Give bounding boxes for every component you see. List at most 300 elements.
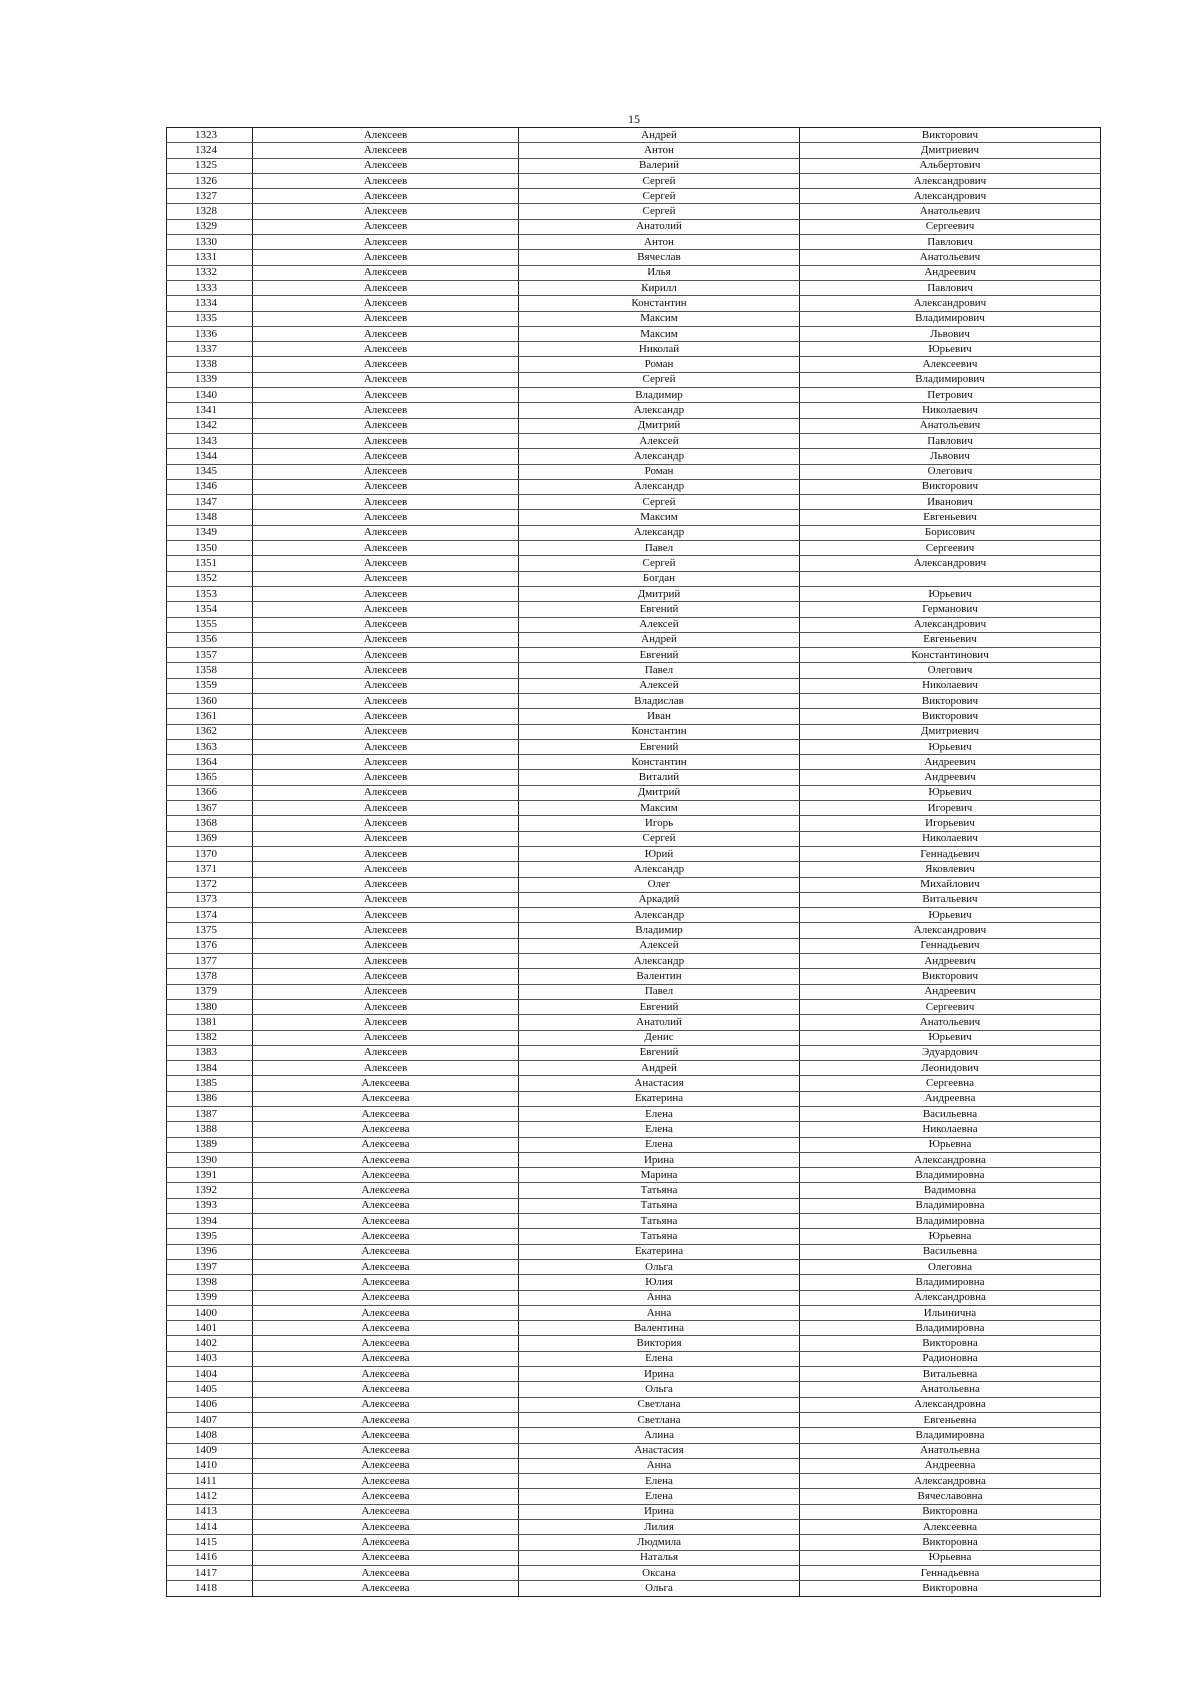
last-name-cell: Алексеева [253, 1198, 519, 1213]
table-row [167, 709, 1101, 724]
last-name-cell: Алексеев [253, 816, 519, 831]
table-row [167, 204, 1101, 219]
first-name-cell: Евгений [519, 739, 800, 754]
table-row [167, 632, 1101, 647]
patronymic-cell: Юрьевич [800, 342, 1101, 357]
table-row [167, 525, 1101, 540]
row-number-cell: 1414 [167, 1520, 253, 1535]
row-number-cell: 1380 [167, 999, 253, 1014]
last-name-cell: Алексеев [253, 602, 519, 617]
row-number-cell: 1343 [167, 433, 253, 448]
first-name-cell: Елена [519, 1107, 800, 1122]
patronymic-cell: Викторович [800, 693, 1101, 708]
table-row [167, 1229, 1101, 1244]
row-number-cell: 1405 [167, 1382, 253, 1397]
patronymic-cell: Сергеевна [800, 1076, 1101, 1091]
table-row [167, 1305, 1101, 1320]
patronymic-cell: Андреевич [800, 265, 1101, 280]
patronymic-cell: Леонидович [800, 1061, 1101, 1076]
table-row [167, 418, 1101, 433]
row-number-cell: 1384 [167, 1061, 253, 1076]
row-number-cell: 1337 [167, 342, 253, 357]
patronymic-cell: Сергеевич [800, 541, 1101, 556]
table-row [167, 1061, 1101, 1076]
last-name-cell: Алексеев [253, 801, 519, 816]
table-row [167, 785, 1101, 800]
row-number-cell: 1361 [167, 709, 253, 724]
last-name-cell: Алексеев [253, 1015, 519, 1030]
first-name-cell: Алексей [519, 617, 800, 632]
last-name-cell: Алексеев [253, 892, 519, 907]
last-name-cell: Алексеев [253, 739, 519, 754]
row-number-cell: 1387 [167, 1107, 253, 1122]
patronymic-cell: Дмитриевич [800, 724, 1101, 739]
last-name-cell: Алексеев [253, 1030, 519, 1045]
first-name-cell: Сергей [519, 556, 800, 571]
patronymic-cell: Яковлевич [800, 862, 1101, 877]
first-name-cell: Владимир [519, 923, 800, 938]
table-row [167, 862, 1101, 877]
patronymic-cell: Игорьевич [800, 816, 1101, 831]
last-name-cell: Алексеев [253, 648, 519, 663]
first-name-cell: Екатерина [519, 1091, 800, 1106]
patronymic-cell: Львович [800, 326, 1101, 341]
first-name-cell: Ирина [519, 1152, 800, 1167]
first-name-cell: Алина [519, 1428, 800, 1443]
last-name-cell: Алексеев [253, 128, 519, 143]
patronymic-cell: Александрович [800, 296, 1101, 311]
patronymic-cell: Юрьевич [800, 908, 1101, 923]
first-name-cell: Андрей [519, 1061, 800, 1076]
table-row [167, 693, 1101, 708]
table-row [167, 938, 1101, 953]
patronymic-cell: Владимирович [800, 372, 1101, 387]
row-number-cell: 1365 [167, 770, 253, 785]
table-row [167, 770, 1101, 785]
table-row [167, 1076, 1101, 1091]
first-name-cell: Иван [519, 709, 800, 724]
last-name-cell: Алексеев [253, 510, 519, 525]
last-name-cell: Алексеев [253, 204, 519, 219]
table-row [167, 1397, 1101, 1412]
table-row [167, 969, 1101, 984]
first-name-cell: Антон [519, 143, 800, 158]
table-row [167, 189, 1101, 204]
first-name-cell: Александр [519, 403, 800, 418]
row-number-cell: 1374 [167, 908, 253, 923]
first-name-cell: Максим [519, 510, 800, 525]
table-row [167, 1443, 1101, 1458]
table-row [167, 923, 1101, 938]
row-number-cell: 1371 [167, 862, 253, 877]
first-name-cell: Сергей [519, 495, 800, 510]
patronymic-cell: Викторовна [800, 1504, 1101, 1519]
patronymic-cell: Юрьевич [800, 1030, 1101, 1045]
last-name-cell: Алексеев [253, 342, 519, 357]
last-name-cell: Алексеев [253, 1061, 519, 1076]
row-number-cell: 1329 [167, 219, 253, 234]
first-name-cell: Дмитрий [519, 586, 800, 601]
first-name-cell: Марина [519, 1168, 800, 1183]
first-name-cell: Елена [519, 1351, 800, 1366]
patronymic-cell: Евгеньевич [800, 632, 1101, 647]
first-name-cell: Валентина [519, 1321, 800, 1336]
first-name-cell: Владимир [519, 388, 800, 403]
last-name-cell: Алексеева [253, 1321, 519, 1336]
row-number-cell: 1394 [167, 1214, 253, 1229]
row-number-cell: 1417 [167, 1565, 253, 1580]
last-name-cell: Алексеев [253, 403, 519, 418]
table-row [167, 954, 1101, 969]
patronymic-cell [800, 571, 1101, 586]
first-name-cell: Александр [519, 479, 800, 494]
table-row [167, 510, 1101, 525]
last-name-cell: Алексеева [253, 1122, 519, 1137]
row-number-cell: 1363 [167, 739, 253, 754]
last-name-cell: Алексеева [253, 1367, 519, 1382]
last-name-cell: Алексеев [253, 954, 519, 969]
last-name-cell: Алексеев [253, 770, 519, 785]
first-name-cell: Сергей [519, 831, 800, 846]
row-number-cell: 1388 [167, 1122, 253, 1137]
last-name-cell: Алексеев [253, 908, 519, 923]
first-name-cell: Алексей [519, 678, 800, 693]
table-row [167, 296, 1101, 311]
table-row [167, 433, 1101, 448]
patronymic-cell: Вадимовна [800, 1183, 1101, 1198]
last-name-cell: Алексеев [253, 418, 519, 433]
first-name-cell: Константин [519, 755, 800, 770]
last-name-cell: Алексеев [253, 449, 519, 464]
table-row [167, 1030, 1101, 1045]
first-name-cell: Анастасия [519, 1443, 800, 1458]
patronymic-cell: Александрович [800, 189, 1101, 204]
table-row [167, 1183, 1101, 1198]
table-row [167, 1214, 1101, 1229]
table-row [167, 1336, 1101, 1351]
first-name-cell: Людмила [519, 1535, 800, 1550]
patronymic-cell: Витальевна [800, 1367, 1101, 1382]
last-name-cell: Алексеева [253, 1382, 519, 1397]
last-name-cell: Алексеева [253, 1290, 519, 1305]
table-row [167, 755, 1101, 770]
row-number-cell: 1330 [167, 235, 253, 250]
table-row [167, 724, 1101, 739]
row-number-cell: 1359 [167, 678, 253, 693]
last-name-cell: Алексеева [253, 1137, 519, 1152]
row-number-cell: 1368 [167, 816, 253, 831]
row-number-cell: 1410 [167, 1458, 253, 1473]
patronymic-cell: Сергеевич [800, 999, 1101, 1014]
first-name-cell: Анатолий [519, 1015, 800, 1030]
first-name-cell: Ирина [519, 1504, 800, 1519]
table-row [167, 846, 1101, 861]
patronymic-cell: Вячеславовна [800, 1489, 1101, 1504]
last-name-cell: Алексеев [253, 1045, 519, 1060]
patronymic-cell: Александрович [800, 173, 1101, 188]
patronymic-cell: Александровна [800, 1474, 1101, 1489]
patronymic-cell: Викторович [800, 128, 1101, 143]
last-name-cell: Алексеева [253, 1183, 519, 1198]
row-number-cell: 1393 [167, 1198, 253, 1213]
table-row [167, 143, 1101, 158]
first-name-cell: Александр [519, 525, 800, 540]
row-number-cell: 1415 [167, 1535, 253, 1550]
table-row [167, 265, 1101, 280]
patronymic-cell: Ильинична [800, 1305, 1101, 1320]
row-number-cell: 1332 [167, 265, 253, 280]
last-name-cell: Алексеев [253, 724, 519, 739]
last-name-cell: Алексеев [253, 464, 519, 479]
row-number-cell: 1357 [167, 648, 253, 663]
first-name-cell: Богдан [519, 571, 800, 586]
table-row [167, 1122, 1101, 1137]
row-number-cell: 1360 [167, 693, 253, 708]
row-number-cell: 1370 [167, 846, 253, 861]
row-number-cell: 1369 [167, 831, 253, 846]
first-name-cell: Елена [519, 1137, 800, 1152]
first-name-cell: Анастасия [519, 1076, 800, 1091]
row-number-cell: 1326 [167, 173, 253, 188]
patronymic-cell: Николаевна [800, 1122, 1101, 1137]
last-name-cell: Алексеева [253, 1458, 519, 1473]
row-number-cell: 1349 [167, 525, 253, 540]
first-name-cell: Сергей [519, 173, 800, 188]
row-number-cell: 1335 [167, 311, 253, 326]
first-name-cell: Владислав [519, 693, 800, 708]
row-number-cell: 1325 [167, 158, 253, 173]
first-name-cell: Валерий [519, 158, 800, 173]
row-number-cell: 1406 [167, 1397, 253, 1412]
table-row [167, 1168, 1101, 1183]
patronymic-cell: Анатольевич [800, 418, 1101, 433]
row-number-cell: 1378 [167, 969, 253, 984]
row-number-cell: 1346 [167, 479, 253, 494]
first-name-cell: Елена [519, 1474, 800, 1489]
row-number-cell: 1350 [167, 541, 253, 556]
table-row [167, 1382, 1101, 1397]
table-row [167, 1504, 1101, 1519]
last-name-cell: Алексеева [253, 1443, 519, 1458]
last-name-cell: Алексеева [253, 1107, 519, 1122]
first-name-cell: Ирина [519, 1367, 800, 1382]
patronymic-cell: Геннадьевич [800, 938, 1101, 953]
patronymic-cell: Олегович [800, 464, 1101, 479]
last-name-cell: Алексеев [253, 877, 519, 892]
patronymic-cell: Юрьевна [800, 1550, 1101, 1565]
last-name-cell: Алексеев [253, 969, 519, 984]
row-number-cell: 1383 [167, 1045, 253, 1060]
last-name-cell: Алексеев [253, 556, 519, 571]
patronymic-cell: Андреевна [800, 1091, 1101, 1106]
patronymic-cell: Юрьевич [800, 739, 1101, 754]
row-number-cell: 1403 [167, 1351, 253, 1366]
patronymic-cell: Юрьевич [800, 586, 1101, 601]
row-number-cell: 1413 [167, 1504, 253, 1519]
patronymic-cell: Олегович [800, 663, 1101, 678]
last-name-cell: Алексеева [253, 1397, 519, 1412]
row-number-cell: 1389 [167, 1137, 253, 1152]
patronymic-cell: Александровна [800, 1152, 1101, 1167]
first-name-cell: Елена [519, 1122, 800, 1137]
first-name-cell: Татьяна [519, 1183, 800, 1198]
row-number-cell: 1354 [167, 602, 253, 617]
table-row [167, 128, 1101, 143]
first-name-cell: Анна [519, 1290, 800, 1305]
first-name-cell: Елена [519, 1489, 800, 1504]
first-name-cell: Сергей [519, 204, 800, 219]
patronymic-cell: Викторовна [800, 1581, 1101, 1596]
patronymic-cell: Юрьевна [800, 1137, 1101, 1152]
table-row [167, 495, 1101, 510]
patronymic-cell: Геннадьевна [800, 1565, 1101, 1580]
first-name-cell: Антон [519, 235, 800, 250]
table-row [167, 1275, 1101, 1290]
last-name-cell: Алексеева [253, 1428, 519, 1443]
first-name-cell: Татьяна [519, 1214, 800, 1229]
last-name-cell: Алексеев [253, 571, 519, 586]
patronymic-cell: Владимировна [800, 1321, 1101, 1336]
table-row [167, 342, 1101, 357]
patronymic-cell: Александрович [800, 923, 1101, 938]
row-number-cell: 1367 [167, 801, 253, 816]
last-name-cell: Алексеев [253, 999, 519, 1014]
last-name-cell: Алексеев [253, 709, 519, 724]
patronymic-cell: Викторовна [800, 1535, 1101, 1550]
row-number-cell: 1400 [167, 1305, 253, 1320]
table-row [167, 571, 1101, 586]
first-name-cell: Татьяна [519, 1198, 800, 1213]
first-name-cell: Валентин [519, 969, 800, 984]
first-name-cell: Сергей [519, 372, 800, 387]
last-name-cell: Алексеева [253, 1412, 519, 1427]
last-name-cell: Алексеев [253, 663, 519, 678]
table-row [167, 357, 1101, 372]
last-name-cell: Алексеева [253, 1305, 519, 1320]
row-number-cell: 1341 [167, 403, 253, 418]
last-name-cell: Алексеев [253, 938, 519, 953]
patronymic-cell: Германович [800, 602, 1101, 617]
table-row [167, 464, 1101, 479]
last-name-cell: Алексеева [253, 1076, 519, 1091]
first-name-cell: Максим [519, 326, 800, 341]
row-number-cell: 1409 [167, 1443, 253, 1458]
first-name-cell: Дмитрий [519, 418, 800, 433]
row-number-cell: 1381 [167, 1015, 253, 1030]
patronymic-cell: Евгеньевич [800, 510, 1101, 525]
table-row [167, 541, 1101, 556]
last-name-cell: Алексеев [253, 189, 519, 204]
row-number-cell: 1396 [167, 1244, 253, 1259]
first-name-cell: Анатолий [519, 219, 800, 234]
patronymic-cell: Анатольевич [800, 1015, 1101, 1030]
first-name-cell: Павел [519, 541, 800, 556]
row-number-cell: 1416 [167, 1550, 253, 1565]
patronymic-cell: Анатольевна [800, 1443, 1101, 1458]
first-name-cell: Юлия [519, 1275, 800, 1290]
row-number-cell: 1351 [167, 556, 253, 571]
patronymic-cell: Юрьевна [800, 1229, 1101, 1244]
first-name-cell: Дмитрий [519, 785, 800, 800]
patronymic-cell: Павлович [800, 280, 1101, 295]
last-name-cell: Алексеев [253, 357, 519, 372]
names-table-body [167, 128, 1101, 1597]
row-number-cell: 1391 [167, 1168, 253, 1183]
table-row [167, 219, 1101, 234]
table-row [167, 1581, 1101, 1596]
last-name-cell: Алексеева [253, 1168, 519, 1183]
first-name-cell: Лилия [519, 1520, 800, 1535]
patronymic-cell: Александровна [800, 1397, 1101, 1412]
last-name-cell: Алексеев [253, 785, 519, 800]
table-row [167, 984, 1101, 999]
row-number-cell: 1379 [167, 984, 253, 999]
first-name-cell: Ольга [519, 1581, 800, 1596]
table-row [167, 602, 1101, 617]
table-row [167, 1137, 1101, 1152]
last-name-cell: Алексеев [253, 280, 519, 295]
table-row [167, 648, 1101, 663]
patronymic-cell: Анатольевич [800, 204, 1101, 219]
row-number-cell: 1372 [167, 877, 253, 892]
first-name-cell: Олег [519, 877, 800, 892]
last-name-cell: Алексеева [253, 1259, 519, 1274]
first-name-cell: Алексей [519, 938, 800, 953]
patronymic-cell: Владимировна [800, 1428, 1101, 1443]
first-name-cell: Виктория [519, 1336, 800, 1351]
last-name-cell: Алексеев [253, 265, 519, 280]
last-name-cell: Алексеева [253, 1474, 519, 1489]
first-name-cell: Оксана [519, 1565, 800, 1580]
row-number-cell: 1355 [167, 617, 253, 632]
table-row [167, 556, 1101, 571]
table-row [167, 678, 1101, 693]
table-row [167, 326, 1101, 341]
row-number-cell: 1345 [167, 464, 253, 479]
table-row [167, 479, 1101, 494]
first-name-cell: Роман [519, 464, 800, 479]
row-number-cell: 1348 [167, 510, 253, 525]
patronymic-cell: Алексеевич [800, 357, 1101, 372]
table-row [167, 1428, 1101, 1443]
patronymic-cell: Анатольевна [800, 1382, 1101, 1397]
first-name-cell: Илья [519, 265, 800, 280]
last-name-cell: Алексеев [253, 173, 519, 188]
last-name-cell: Алексеев [253, 755, 519, 770]
last-name-cell: Алексеев [253, 541, 519, 556]
row-number-cell: 1390 [167, 1152, 253, 1167]
patronymic-cell: Андреевич [800, 770, 1101, 785]
first-name-cell: Светлана [519, 1412, 800, 1427]
patronymic-cell: Васильевна [800, 1107, 1101, 1122]
last-name-cell: Алексеев [253, 846, 519, 861]
last-name-cell: Алексеев [253, 388, 519, 403]
patronymic-cell: Иванович [800, 495, 1101, 510]
first-name-cell: Николай [519, 342, 800, 357]
first-name-cell: Александр [519, 954, 800, 969]
table-row [167, 1244, 1101, 1259]
row-number-cell: 1347 [167, 495, 253, 510]
first-name-cell: Анна [519, 1458, 800, 1473]
first-name-cell: Кирилл [519, 280, 800, 295]
patronymic-cell: Викторович [800, 969, 1101, 984]
table-row [167, 372, 1101, 387]
first-name-cell: Юрий [519, 846, 800, 861]
table-row [167, 816, 1101, 831]
patronymic-cell: Борисович [800, 525, 1101, 540]
patronymic-cell: Андреевна [800, 1458, 1101, 1473]
row-number-cell: 1334 [167, 296, 253, 311]
